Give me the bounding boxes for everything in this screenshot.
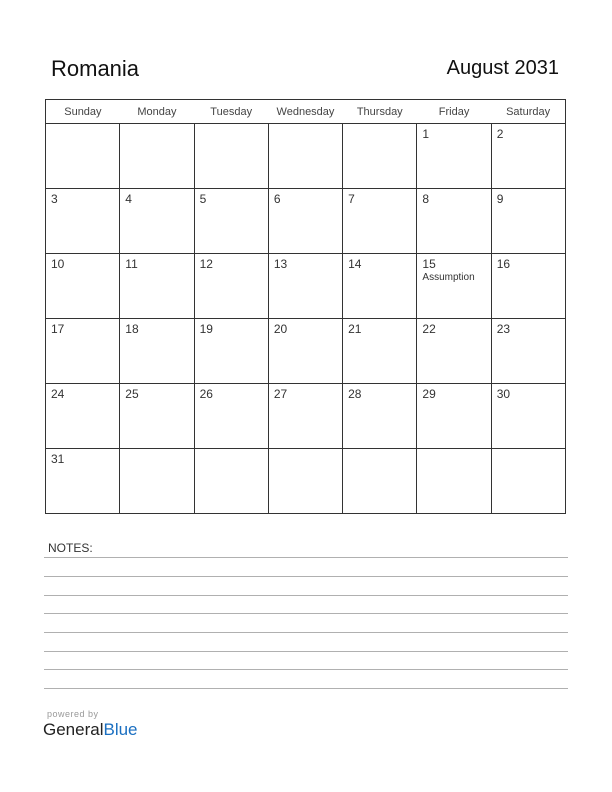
powered-by-text: powered by bbox=[47, 709, 99, 719]
day-number bbox=[120, 124, 193, 128]
notes-label: NOTES: bbox=[48, 541, 93, 555]
day-number bbox=[343, 449, 416, 453]
country-title: Romania bbox=[51, 56, 140, 81]
weekday-wednesday: Wednesday bbox=[268, 100, 342, 124]
day-cell bbox=[120, 449, 194, 514]
day-number: 20 bbox=[273, 322, 288, 336]
day-number: 28 bbox=[348, 387, 362, 401]
day-number: 31 bbox=[51, 452, 65, 466]
day-cell bbox=[268, 189, 342, 254]
day-cell bbox=[343, 319, 417, 384]
day-number bbox=[492, 449, 565, 453]
day-cell bbox=[491, 384, 565, 449]
day-cell bbox=[417, 189, 491, 254]
day-number: 26 bbox=[199, 387, 213, 401]
day-cell bbox=[417, 449, 491, 514]
day-cell bbox=[120, 124, 194, 189]
day-number bbox=[195, 124, 268, 128]
day-cell bbox=[194, 384, 268, 449]
day-cell bbox=[268, 384, 342, 449]
day-cell bbox=[194, 449, 268, 514]
weekday-friday: Friday bbox=[417, 100, 491, 124]
brand-general: General bbox=[43, 720, 104, 739]
day-number: 15 bbox=[422, 257, 436, 271]
day-number: 22 bbox=[422, 322, 436, 336]
notes-line bbox=[44, 557, 568, 558]
day-number: 4 bbox=[125, 192, 132, 206]
day-cell bbox=[194, 189, 268, 254]
notes-line bbox=[44, 613, 568, 614]
day-number: 12 bbox=[199, 257, 213, 271]
week-row bbox=[46, 449, 566, 514]
notes-line bbox=[44, 632, 568, 633]
day-number: 18 bbox=[125, 322, 139, 336]
day-cell bbox=[194, 254, 268, 319]
day-cell bbox=[120, 319, 194, 384]
day-cell bbox=[343, 254, 417, 319]
weekday-header-row bbox=[46, 100, 566, 124]
calendar-grid bbox=[45, 99, 566, 514]
day-cell bbox=[46, 384, 120, 449]
day-cell bbox=[417, 254, 491, 319]
day-number: 25 bbox=[125, 387, 139, 401]
day-number: 29 bbox=[422, 387, 436, 401]
day-cell bbox=[46, 319, 120, 384]
day-number bbox=[46, 124, 119, 128]
day-cell bbox=[343, 124, 417, 189]
notes-line bbox=[44, 688, 568, 689]
day-cell bbox=[194, 124, 268, 189]
day-cell bbox=[491, 254, 565, 319]
day-number: 5 bbox=[199, 192, 207, 206]
day-cell bbox=[120, 189, 194, 254]
week-row bbox=[46, 254, 566, 319]
day-cell bbox=[491, 124, 565, 189]
day-number: 13 bbox=[273, 257, 288, 271]
day-number: 14 bbox=[348, 257, 362, 271]
notes-line bbox=[44, 669, 568, 670]
weekday-tuesday: Tuesday bbox=[194, 100, 268, 124]
notes-line bbox=[44, 576, 568, 577]
day-number: 8 bbox=[422, 192, 430, 206]
weekday-sunday: Sunday bbox=[46, 100, 120, 124]
day-cell bbox=[417, 384, 491, 449]
week-row bbox=[46, 319, 566, 384]
weekday-thursday: Thursday bbox=[343, 100, 417, 124]
week-row bbox=[46, 124, 566, 189]
week-row bbox=[46, 384, 566, 449]
day-cell bbox=[46, 189, 120, 254]
day-number bbox=[120, 449, 193, 453]
day-cell bbox=[417, 319, 491, 384]
day-cell bbox=[194, 319, 268, 384]
day-cell bbox=[491, 319, 565, 384]
day-number: 21 bbox=[348, 322, 362, 336]
day-number: 3 bbox=[51, 192, 58, 206]
day-cell bbox=[417, 124, 491, 189]
day-number: 11 bbox=[125, 257, 138, 271]
day-cell bbox=[120, 384, 194, 449]
notes-line bbox=[44, 595, 568, 596]
day-cell bbox=[491, 449, 565, 514]
day-cell bbox=[343, 384, 417, 449]
day-number: 9 bbox=[496, 192, 504, 206]
day-number: 6 bbox=[273, 192, 281, 206]
brand-logo bbox=[43, 720, 138, 740]
day-number: 2 bbox=[496, 127, 504, 141]
day-cell bbox=[343, 189, 417, 254]
day-number bbox=[417, 449, 490, 453]
weekday-saturday: Saturday bbox=[491, 100, 565, 124]
day-cell bbox=[491, 189, 565, 254]
day-number: 23 bbox=[496, 322, 511, 336]
day-number: 10 bbox=[51, 257, 65, 271]
week-row bbox=[46, 189, 566, 254]
day-cell bbox=[120, 254, 194, 319]
day-cell bbox=[343, 449, 417, 514]
day-number: 30 bbox=[496, 387, 511, 401]
day-number: 19 bbox=[199, 322, 213, 336]
day-number: 1 bbox=[422, 127, 430, 141]
notes-line bbox=[44, 651, 568, 652]
day-number bbox=[269, 449, 342, 453]
month-year-title: August 2031 bbox=[446, 57, 559, 79]
day-number: 17 bbox=[51, 322, 65, 336]
day-number: 7 bbox=[348, 192, 355, 206]
holiday-label: Assumption bbox=[422, 272, 475, 283]
day-cell bbox=[46, 124, 120, 189]
day-number: 16 bbox=[496, 257, 511, 271]
brand-blue: Blue bbox=[103, 720, 138, 739]
day-number bbox=[195, 449, 268, 453]
day-cell bbox=[268, 254, 342, 319]
day-number: 24 bbox=[51, 387, 65, 401]
day-cell bbox=[268, 124, 342, 189]
weekday-monday: Monday bbox=[120, 100, 194, 124]
day-number: 27 bbox=[273, 387, 288, 401]
day-cell bbox=[268, 319, 342, 384]
day-cell bbox=[46, 254, 120, 319]
day-cell bbox=[46, 449, 120, 514]
day-cell bbox=[268, 449, 342, 514]
day-number bbox=[343, 124, 416, 128]
day-number bbox=[269, 124, 342, 128]
